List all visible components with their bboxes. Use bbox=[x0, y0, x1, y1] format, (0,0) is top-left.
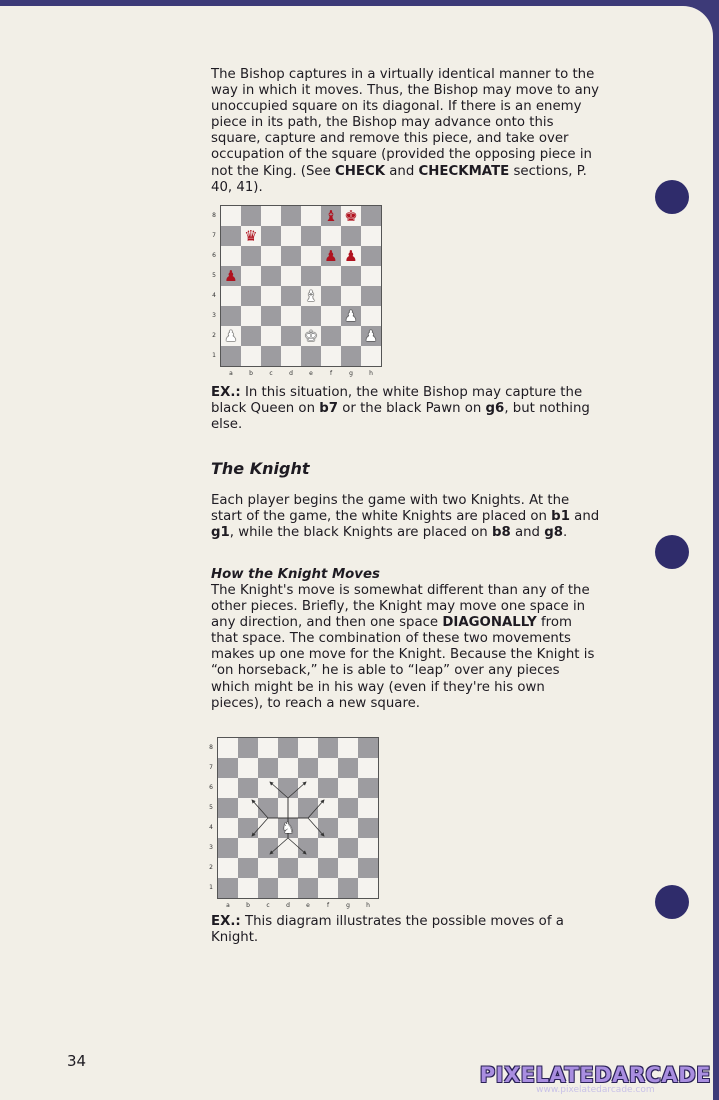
square-e8 bbox=[301, 206, 321, 226]
bold-text: CHECK bbox=[335, 163, 386, 179]
text-run: , but nothing else. bbox=[211, 401, 590, 433]
square-f5 bbox=[321, 266, 341, 286]
square-h5 bbox=[361, 266, 381, 286]
square-h4 bbox=[361, 286, 381, 306]
binder-hole bbox=[655, 885, 689, 919]
square-f1 bbox=[321, 346, 341, 366]
file-label: f bbox=[326, 902, 330, 909]
square-c5 bbox=[261, 266, 281, 286]
knight-move-arrow bbox=[252, 800, 288, 818]
square-e3 bbox=[301, 306, 321, 326]
rank-label: 4 bbox=[209, 824, 213, 831]
chess-piece-f8: ♝ bbox=[324, 207, 338, 225]
chess-piece-a5: ♟ bbox=[224, 267, 238, 285]
rank-label: 1 bbox=[209, 884, 213, 891]
text-run: or the black Pawn on bbox=[338, 401, 486, 417]
knight-moves-paragraph bbox=[211, 583, 601, 712]
text-run: Each player begins the game with two Knights. At the start of the game, the white Knights are placed on bbox=[211, 493, 570, 525]
text-run: . bbox=[563, 525, 568, 541]
file-label: h bbox=[369, 370, 373, 377]
square-g5 bbox=[341, 266, 361, 286]
square-a6 bbox=[221, 246, 241, 266]
square-c8 bbox=[261, 206, 281, 226]
chess-piece-g8: ♚ bbox=[344, 207, 358, 225]
square-e1 bbox=[301, 346, 321, 366]
knight-intro-paragraph bbox=[211, 493, 601, 541]
file-label: d bbox=[289, 370, 293, 377]
square-c2 bbox=[261, 326, 281, 346]
square-d4 bbox=[281, 286, 301, 306]
file-label: d bbox=[286, 902, 290, 909]
square-d5 bbox=[281, 266, 301, 286]
watermark-name: PIXELATEDARCADE bbox=[479, 1063, 711, 1087]
text-run: and bbox=[569, 509, 600, 525]
square-c1 bbox=[261, 346, 281, 366]
file-label: g bbox=[349, 370, 353, 377]
square-d7 bbox=[281, 226, 301, 246]
file-label: c bbox=[269, 370, 273, 377]
chess-piece-e4: ♝ bbox=[304, 287, 318, 305]
file-label: a bbox=[229, 370, 233, 377]
square-e6 bbox=[301, 246, 321, 266]
rank-label: 7 bbox=[209, 764, 213, 771]
square-c7 bbox=[261, 226, 281, 246]
square-e7 bbox=[301, 226, 321, 246]
chess-piece-g3: ♟ bbox=[344, 307, 358, 325]
chess-piece-b7: ♛ bbox=[244, 227, 258, 245]
bold-text: g1 bbox=[211, 525, 230, 541]
square-e5 bbox=[301, 266, 321, 286]
square-g2 bbox=[341, 326, 361, 346]
square-h6 bbox=[361, 246, 381, 266]
square-g4 bbox=[341, 286, 361, 306]
knight-moves-subheading: How the Knight Moves bbox=[211, 567, 380, 582]
text-run: This diagram illustrates the possible moves of a Knight. bbox=[211, 914, 564, 946]
file-label: f bbox=[329, 370, 333, 377]
square-f7 bbox=[321, 226, 341, 246]
bishop-capture-paragraph bbox=[211, 67, 601, 196]
knight-move-arrow bbox=[288, 800, 324, 818]
chess-piece-e2: ♚ bbox=[304, 327, 318, 345]
file-label: b bbox=[246, 902, 250, 909]
binder-hole bbox=[655, 180, 689, 214]
square-f3 bbox=[321, 306, 341, 326]
chess-diagram-bishop bbox=[208, 204, 383, 380]
knight-move-arrows bbox=[218, 738, 378, 898]
bishop-example-caption bbox=[211, 385, 601, 433]
rank-label: 3 bbox=[212, 312, 216, 319]
text-run: sections, P. 40, 41). bbox=[211, 163, 587, 195]
board-grid bbox=[217, 737, 379, 899]
text-run: from that space. The combination of these two movements makes up one move for the Knight. Because the Knight is “on horseback,” he is able to “leap” over any pieces which might be in his way (even if they're his own pieces), to reach a new square. bbox=[211, 615, 595, 711]
square-c6 bbox=[261, 246, 281, 266]
bold-text: DIAGONALLY bbox=[442, 615, 537, 631]
square-b5 bbox=[241, 266, 261, 286]
rank-label: 2 bbox=[209, 864, 213, 871]
bold-text: g6 bbox=[485, 401, 505, 417]
page-number: 34 bbox=[67, 1052, 87, 1070]
square-b1 bbox=[241, 346, 261, 366]
square-a4 bbox=[221, 286, 241, 306]
square-b3 bbox=[241, 306, 261, 326]
square-d8 bbox=[281, 206, 301, 226]
rank-label: 3 bbox=[209, 844, 213, 851]
square-b2 bbox=[241, 326, 261, 346]
board-grid bbox=[220, 205, 382, 367]
knight-move-arrow bbox=[270, 782, 288, 818]
text-run: In this situation, the white Bishop may capture the black Queen on bbox=[211, 385, 583, 417]
bold-text: CHECKMATE bbox=[418, 163, 510, 179]
rank-label: 6 bbox=[209, 784, 213, 791]
square-h3 bbox=[361, 306, 381, 326]
file-label: c bbox=[266, 902, 270, 909]
binder-hole bbox=[655, 535, 689, 569]
square-h8 bbox=[361, 206, 381, 226]
knight-example-caption bbox=[211, 914, 601, 946]
rank-label: 8 bbox=[212, 212, 216, 219]
watermark-url: www.pixelatedarcade.com bbox=[536, 1085, 655, 1095]
square-d3 bbox=[281, 306, 301, 326]
square-a1 bbox=[221, 346, 241, 366]
file-label: a bbox=[226, 902, 230, 909]
bold-text: b1 bbox=[551, 509, 570, 525]
knight-heading: The Knight bbox=[211, 459, 310, 478]
chess-piece-a2: ♟ bbox=[224, 327, 238, 345]
chess-piece-f6: ♟ bbox=[324, 247, 338, 265]
text-run: and bbox=[385, 163, 419, 179]
square-d1 bbox=[281, 346, 301, 366]
text-run: The Knight's move is somewhat different than any of the other pieces. Briefly, the Knight may move one space in any direction, and then one space bbox=[211, 583, 590, 631]
square-b4 bbox=[241, 286, 261, 306]
rank-label: 7 bbox=[212, 232, 216, 239]
square-f4 bbox=[321, 286, 341, 306]
rank-label: 6 bbox=[212, 252, 216, 259]
square-g7 bbox=[341, 226, 361, 246]
square-a3 bbox=[221, 306, 241, 326]
chess-piece-g6: ♟ bbox=[344, 247, 358, 265]
square-d2 bbox=[281, 326, 301, 346]
square-h7 bbox=[361, 226, 381, 246]
square-b6 bbox=[241, 246, 261, 266]
square-f2 bbox=[321, 326, 341, 346]
file-label: b bbox=[249, 370, 253, 377]
square-d6 bbox=[281, 246, 301, 266]
rank-label: 8 bbox=[209, 744, 213, 751]
chess-piece-d4: ♞ bbox=[281, 819, 295, 837]
square-g1 bbox=[341, 346, 361, 366]
bold-text: b7 bbox=[319, 401, 339, 417]
text-run: and bbox=[510, 525, 545, 541]
rank-label: 1 bbox=[212, 352, 216, 359]
chess-diagram-knight bbox=[206, 736, 382, 912]
bold-text: b8 bbox=[491, 525, 511, 541]
square-h1 bbox=[361, 346, 381, 366]
square-c4 bbox=[261, 286, 281, 306]
site-watermark bbox=[480, 1063, 711, 1095]
rank-label: 4 bbox=[212, 292, 216, 299]
chess-piece-h2: ♟ bbox=[364, 327, 378, 345]
file-label: g bbox=[346, 902, 350, 909]
square-c3 bbox=[261, 306, 281, 326]
rank-label: 5 bbox=[212, 272, 216, 279]
square-b8 bbox=[241, 206, 261, 226]
text-run: , while the black Knights are placed on bbox=[229, 525, 492, 541]
square-a7 bbox=[221, 226, 241, 246]
knight-move-arrow bbox=[288, 782, 306, 818]
file-label: h bbox=[366, 902, 370, 909]
file-label: e bbox=[306, 902, 310, 909]
bold-text: EX.: bbox=[211, 385, 241, 400]
file-label: e bbox=[309, 370, 313, 377]
square-a8 bbox=[221, 206, 241, 226]
bold-text: EX.: bbox=[211, 914, 241, 929]
bold-text: g8 bbox=[544, 525, 563, 541]
rank-label: 2 bbox=[212, 332, 216, 339]
rank-label: 5 bbox=[209, 804, 213, 811]
text-run: The Bishop captures in a virtually identical manner to the way in which it moves. Thus, the Bishop may move to any unoccupied square on its diagonal. If there is an enemy piece in its path, the Bishop may advance onto this square, capture and remove this piece, and take over occupation of the square (provided the opposing piece in not the King. (See bbox=[211, 67, 600, 179]
